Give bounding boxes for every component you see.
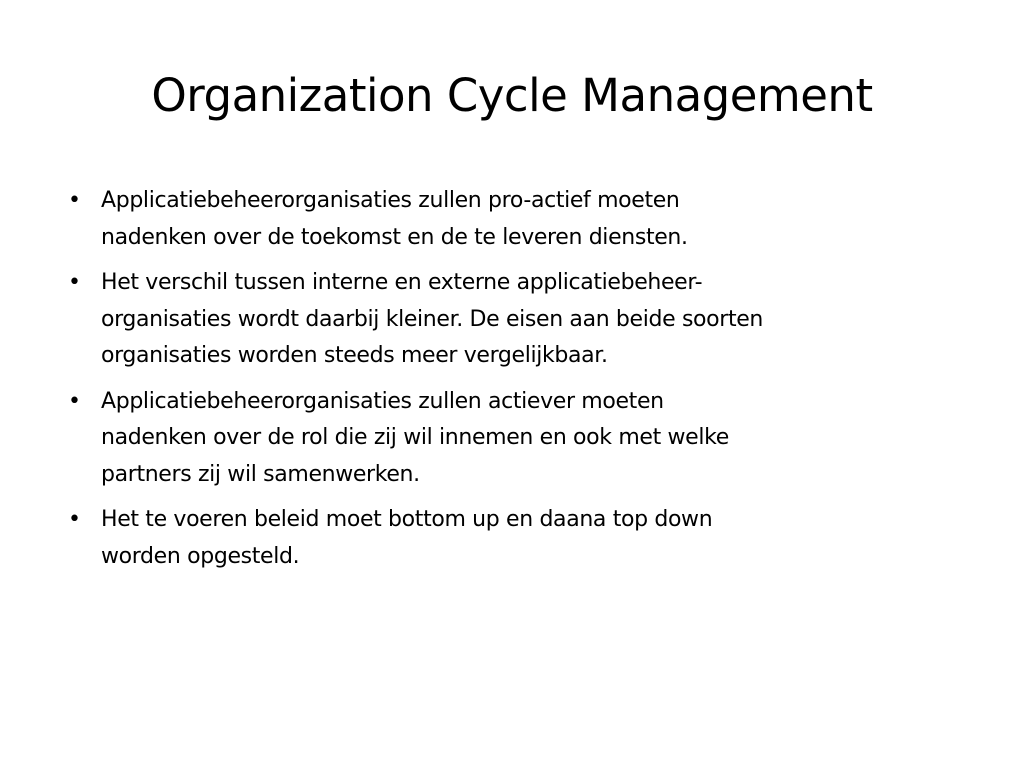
bullet-line: organisaties wordt daarbij kleiner. De eisen aan beide soorten [101,306,764,332]
bullet-line: worden opgesteld. [101,543,300,569]
bullet-line: organisaties worden steeds meer vergelijkbaar. [101,343,608,368]
bullet-list [68,183,968,575]
slide-title: Organization Cycle Management [151,69,873,122]
bullet-line: nadenken over de toekomst en de te leveren diensten. [101,224,688,250]
bullet-item [68,265,968,375]
bullet-line: Het te voeren beleid moet bottom up en daana top down [101,507,713,532]
bullet-line: nadenken over de rol die zij wil innemen en ook met welke [101,425,729,450]
bullet-dot-icon: • [68,270,81,295]
bullet-item [68,183,968,256]
bullet-item [68,384,968,494]
bullet-line: partners zij wil samenwerken. [101,461,420,487]
bullet-dot-icon: • [68,388,81,414]
bullet-dot-icon: • [68,188,81,213]
bullet-item [68,502,968,575]
bullet-dot-icon: • [68,507,81,532]
bullet-line: Het verschil tussen interne en externe applicatiebeheer- [101,270,703,295]
bullet-line: Applicatiebeheerorganisaties zullen actiever moeten [101,388,664,414]
bullet-line: Applicatiebeheerorganisaties zullen pro-actief moeten [101,188,680,213]
